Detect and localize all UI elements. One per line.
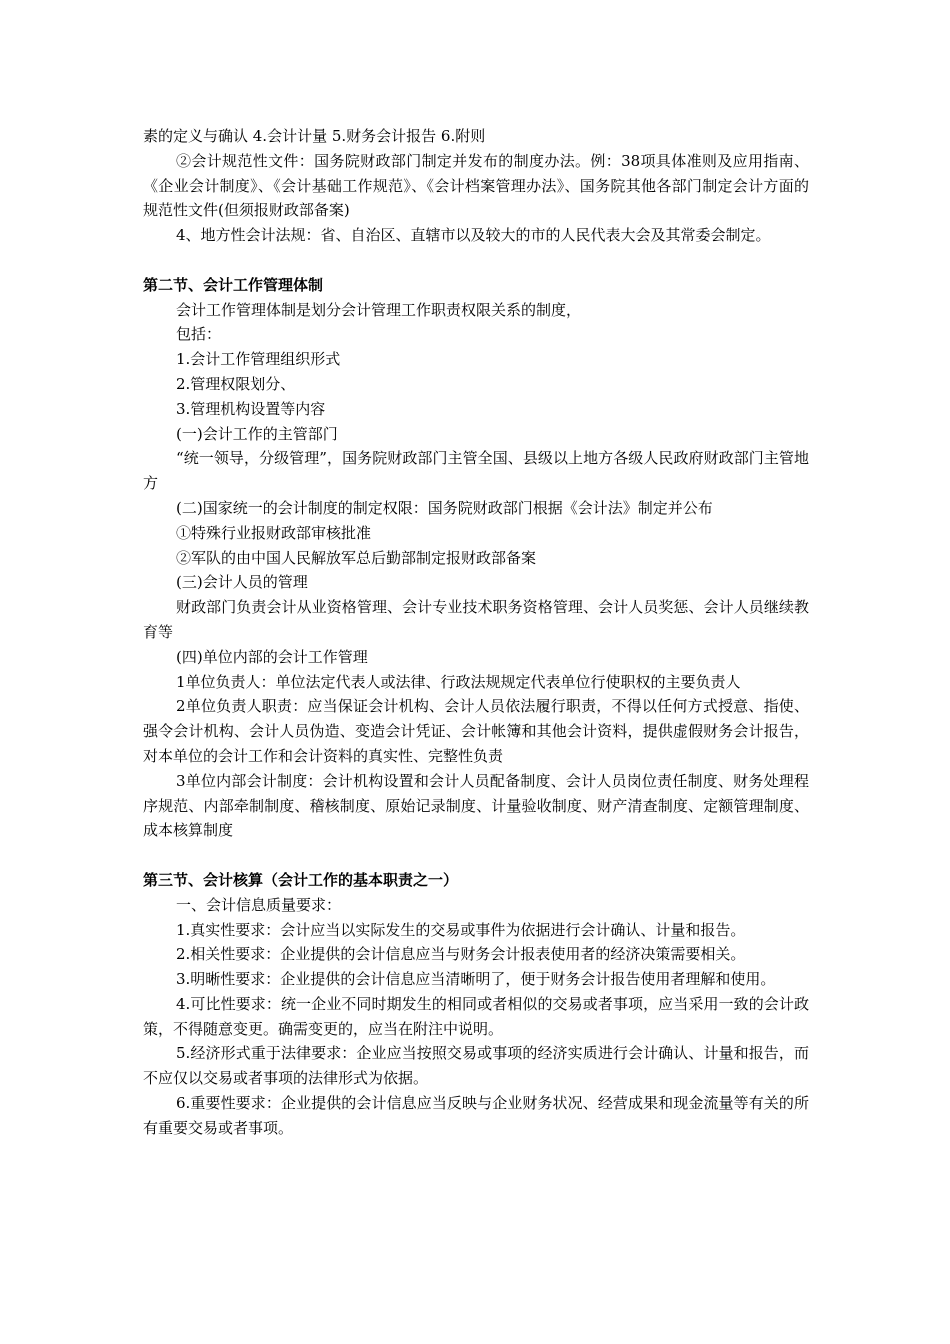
list-item: 2.相关性要求：企业提供的会计信息应当与财务会计报表使用者的经济决策需要相关。 (176, 945, 746, 964)
paragraph: 会计工作管理体制是划分会计管理工作职责权限关系的制度， (176, 300, 582, 319)
list-item: ②军队的由中国人民解放军总后勤部制定报财政部备案 (176, 548, 537, 567)
list-item: ①特殊行业报财政部审核批准 (176, 523, 372, 542)
section-heading-accounting: 第三节、会计核算（会计工作的基本职责之一） (143, 870, 459, 889)
list-item: 2单位负责人职责：应当保证会计机构、会计人员依法履行职责，不得以任何方式授意、指使、强令会计机构、会计人员伪造、变造会计凭证、会计帐簿和其他会计资料，提供虚假财务会计报告，对本单位的会计工作和会计资料的真实性、完整性负责 (143, 697, 809, 765)
list-item: 1.真实性要求：会计应当以实际发生的交易或事件为依据进行会计确认、计量和报告。 (176, 920, 746, 939)
document-page (143, 124, 809, 1141)
subheading: (二)国家统一的会计制度的制定权限：国务院财政部门根据《会计法》制定并公布 (176, 498, 713, 517)
list-item: 4.可比性要求：统一企业不同时期发生的相同或者相似的交易或者事项，应当采用一致的会计政策，不得随意变更。确需变更的，应当在附注中说明。 (143, 994, 809, 1038)
paragraph-local-accounting-regulations: 4、地方性会计法规：省、自治区、直辖市以及较大的市的人民代表大会及其常委会制定。 (176, 226, 771, 245)
paragraph: “统一领导，分级管理”，国务院财政部门主管全国、县级以上地方各级人民政府财政部门主管地方 (143, 449, 809, 493)
subheading: (一)会计工作的主管部门 (176, 424, 338, 443)
subheading: (三)会计人员的管理 (176, 573, 308, 592)
paragraph: 包括： (176, 325, 222, 344)
paragraph-accounting-normative-documents: ②会计规范性文件：国务院财政部门制定并发布的制度办法。例：38项具体准则及应用指南、《企业会计制度》、《会计基础工作规范》、《会计档案管理办法》、国务院其他各部门制定会计方面的规范性文件(但须报财政部备案) (143, 151, 809, 220)
list-item: 2.管理权限划分、 (176, 374, 296, 393)
list-item: 3单位内部会计制度：会计机构设置和会计人员配备制度、会计人员岗位责任制度、财务处理程序规范、内部牵制制度、稽核制度、原始记录制度、计量验收制度、财产清查制度、定额管理制度、成本核算制度 (143, 771, 809, 840)
subheading: 一、会计信息质量要求： (176, 895, 342, 914)
section-body-accounting (143, 893, 809, 1141)
list-item: 3.明晰性要求：企业提供的会计信息应当清晰明了，便于财务会计报告使用者理解和使用。 (176, 970, 776, 989)
list-item: 5.经济形式重于法律要求：企业应当按照交易或事项的经济实质进行会计确认、计量和报告，而不应仅以交易或者事项的法律形式为依据。 (143, 1044, 809, 1088)
section-body-management-system (143, 298, 809, 844)
section-heading-management-system: 第二节、会计工作管理体制 (143, 275, 324, 294)
subheading: (四)单位内部的会计工作管理 (176, 647, 368, 666)
spacer (143, 248, 809, 273)
list-item: 6.重要性要求：企业提供的会计信息应当反映与企业财务状况、经营成果和现金流量等有关的所有重要交易或者事项。 (143, 1094, 809, 1137)
list-item: 1单位负责人：单位法定代表人或法律、行政法规规定代表单位行使职权的主要负责人 (176, 672, 741, 691)
paragraph-chapter-continuation: 素的定义与确认 4.会计计量 5.财务会计报告 6.附则 (143, 127, 486, 145)
list-item: 1.会计工作管理组织形式 (176, 350, 341, 369)
spacer (143, 843, 809, 868)
list-item: 3.管理机构设置等内容 (176, 399, 326, 418)
paragraph: 财政部门负责会计从业资格管理、会计专业技术职务资格管理、会计人员奖惩、会计人员继续教育等 (143, 598, 809, 641)
